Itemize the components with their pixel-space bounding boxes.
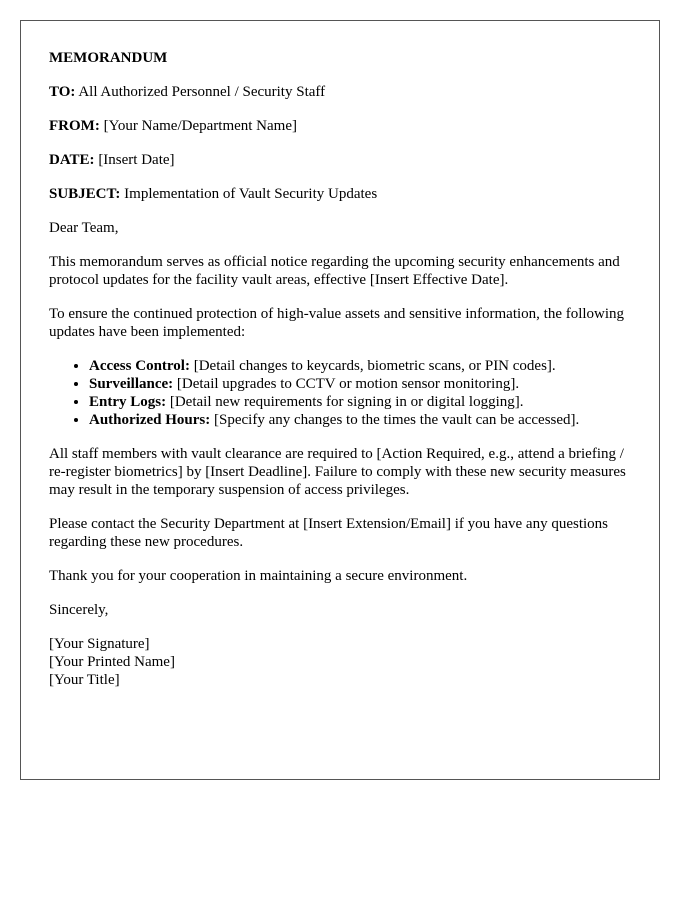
list-item-label: Entry Logs: xyxy=(89,394,167,410)
from-label: FROM: xyxy=(49,118,100,134)
list-item-text: [Detail changes to keycards, biometric scans, or PIN codes]. xyxy=(193,358,556,374)
subject-label: SUBJECT: xyxy=(49,186,121,202)
list-item xyxy=(89,411,631,429)
signature-line: [Your Signature] xyxy=(49,636,150,652)
to-field xyxy=(49,83,631,101)
requirements-paragraph: All staff members with vault clearance are required to [Action Required, e.g., attend a briefing / re-register biometrics] by [Insert Deadline]. Failure to comply with these new security measures may result in the temporary suspension of access privileges. xyxy=(49,446,626,498)
from-value: [Your Name/Department Name] xyxy=(103,118,297,134)
date-value: [Insert Date] xyxy=(98,152,175,168)
subject-field xyxy=(49,185,631,203)
to-value: All Authorized Personnel / Security Staff xyxy=(78,84,326,100)
updates-list xyxy=(49,357,631,429)
memo-title: MEMORANDUM xyxy=(49,50,168,66)
updates-intro-paragraph: To ensure the continued protection of high-value assets and sensitive information, the following updates have been implemented: xyxy=(49,306,625,340)
date-label: DATE: xyxy=(49,152,95,168)
list-item xyxy=(89,357,631,375)
signature-block xyxy=(49,635,631,689)
from-field xyxy=(49,117,631,135)
to-label: TO: xyxy=(49,84,76,100)
date-field xyxy=(49,151,631,169)
notice-paragraph: This memorandum serves as official notice regarding the upcoming security enhancements and protocol updates for the facility vault areas, effective [Insert Effective Date]. xyxy=(49,254,620,288)
list-item xyxy=(89,393,631,411)
list-item-label: Surveillance: xyxy=(89,376,174,392)
printed-name-line: [Your Printed Name] xyxy=(49,654,175,670)
greeting: Dear Team, xyxy=(49,220,119,236)
list-item-label: Access Control: xyxy=(89,358,190,374)
title-line: [Your Title] xyxy=(49,672,120,688)
list-item xyxy=(89,375,631,393)
contact-paragraph: Please contact the Security Department at [Insert Extension/Email] if you have any questions regarding these new procedures. xyxy=(49,516,608,550)
subject-value: Implementation of Vault Security Updates xyxy=(124,186,378,202)
list-item-text: [Detail upgrades to CCTV or motion sensor monitoring]. xyxy=(176,376,520,392)
closing: Sincerely, xyxy=(49,602,109,618)
thanks-paragraph: Thank you for your cooperation in maintaining a secure environment. xyxy=(49,568,468,584)
list-item-text: [Detail new requirements for signing in or digital logging]. xyxy=(169,394,524,410)
list-item-text: [Specify any changes to the times the vault can be accessed]. xyxy=(214,412,580,428)
memo-document xyxy=(20,20,660,780)
list-item-label: Authorized Hours: xyxy=(89,412,211,428)
